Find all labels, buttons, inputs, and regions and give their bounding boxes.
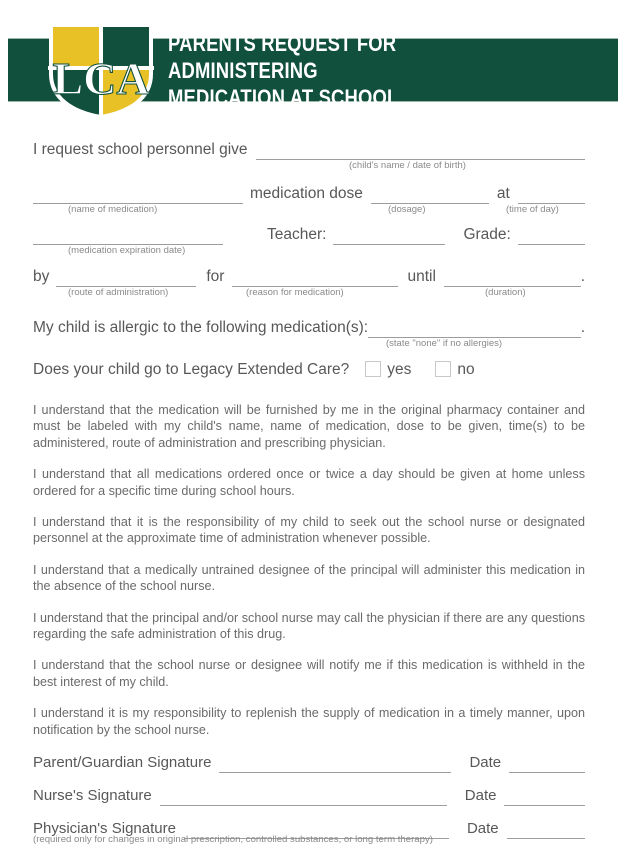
statement-paragraph: I understand that all medications ordered once or twice a day should be given at home unless ordered for a specific time during school hours. [33,467,585,498]
duration-input[interactable] [444,269,581,287]
caption-expiration-date: (medication expiration date) [68,245,186,256]
field-group-allergies [33,318,585,351]
legacy-care-question: Does your child go to Legacy Extended Care? [33,361,350,378]
caption-row-route [33,287,585,300]
page-header [0,0,618,120]
line4-period: . [580,268,585,285]
statement-paragraph: I understand that the principal and/or school nurse may call the physician if there are any questions regarding the safe administration of this drug. [33,610,585,642]
checkbox-yes[interactable] [365,361,381,377]
for-label: for [206,268,225,285]
logo-text: LCA [52,53,150,104]
parent-date-label: Date [469,754,502,772]
teacher-label: Teacher: [267,226,327,243]
signature-row-nurse [33,786,585,806]
parent-signature-input[interactable] [219,755,451,773]
medication-dose-label: medication dose [250,185,363,202]
physician-signature-label: Physician's Signature [33,820,176,838]
time-of-day-input[interactable] [518,186,585,204]
statement-paragraph: I understand that the school nurse or designee will notify me if this medication is withheld in the best interest of my child. [33,658,585,689]
field-group-medication-dose [33,184,585,217]
field-group-legacy-care [33,360,585,380]
request-lead-label: I request school personnel give [33,141,248,158]
page-title-line-2: MEDICATION AT SCHOOL [168,85,399,110]
caption-medication-name: (name of medication) [68,204,158,215]
caption-time-of-day: (time of day) [506,204,559,215]
grade-label: Grade: [463,226,511,243]
page-title [168,30,521,111]
caption-duration: (duration) [485,287,526,298]
by-label: by [33,268,50,285]
checkbox-yes-label: yes [387,361,412,378]
caption-dosage: (dosage) [388,204,426,215]
caption-child-name-row [33,160,585,173]
checkbox-no-label: no [457,361,475,378]
medication-name-input[interactable] [33,186,243,204]
parent-signature-label: Parent/Guardian Signature [33,754,212,772]
parent-date-input[interactable] [509,755,585,773]
caption-row-medication [33,204,585,217]
statement-paragraph: I understand that it is the responsibility of my child to seek out the school nurse or designated personnel at the approximate time of administration whenever possible. [33,515,585,546]
nurse-signature-label: Nurse's Signature [33,787,152,805]
allergies-input[interactable] [368,320,581,338]
physician-date-label: Date [466,820,499,838]
caption-allergy: (state "none" if no allergies) [386,338,503,349]
checkbox-no[interactable] [435,361,451,377]
child-name-input[interactable] [256,142,585,160]
allergy-period: . [580,319,585,336]
field-group-teacher-grade [33,225,585,258]
allergy-lead-label: My child is allergic to the following medication(s): [33,319,369,336]
form-sheet [0,140,618,845]
field-group-route-reason-duration [33,267,585,300]
statements-list [33,402,585,738]
physician-date-input[interactable] [507,821,585,839]
caption-child-name: (child's name / date of birth) [349,160,466,171]
statement-paragraph: I understand that the medication will be furnished by me in the original pharmacy container and must be labeled with my child's name, name of medication, dose to be given, time(s) to be administered, route of administration and prescribing physician. [33,403,585,450]
at-label: at [496,185,510,202]
statement-paragraph: I understand it is my responsibility to replenish the supply of medication in a timely manner, upon notification by the school nurse. [33,706,585,737]
teacher-input[interactable] [333,227,445,245]
nurse-signature-input[interactable] [160,788,447,806]
until-label: until [407,268,436,285]
signature-section [33,753,585,845]
lca-shield-logo [48,22,154,120]
nurse-date-input[interactable] [504,788,585,806]
statement-paragraph: I understand that a medically untrained designee of the principal will administer this medication in the absence of the school nurse. [33,562,585,594]
caption-reason: (reason for medication) [246,287,344,298]
route-of-administration-input[interactable] [56,269,196,287]
field-group-child-name [33,140,585,173]
caption-row-allergy [33,338,585,351]
caption-row-expiration [33,245,585,258]
page-title-line-1: PARENTS REQUEST FOR ADMINISTERING [168,31,397,83]
signature-row-parent [33,753,585,773]
grade-input[interactable] [518,227,585,245]
physician-signature-footnote: (required only for changes in original prescription, controlled substances, or long term therapy) [33,834,433,845]
nurse-date-label: Date [464,787,497,805]
reason-for-medication-input[interactable] [232,269,398,287]
medication-expiration-input[interactable] [33,227,223,245]
caption-route: (route of administration) [68,287,169,298]
dosage-input[interactable] [371,186,489,204]
